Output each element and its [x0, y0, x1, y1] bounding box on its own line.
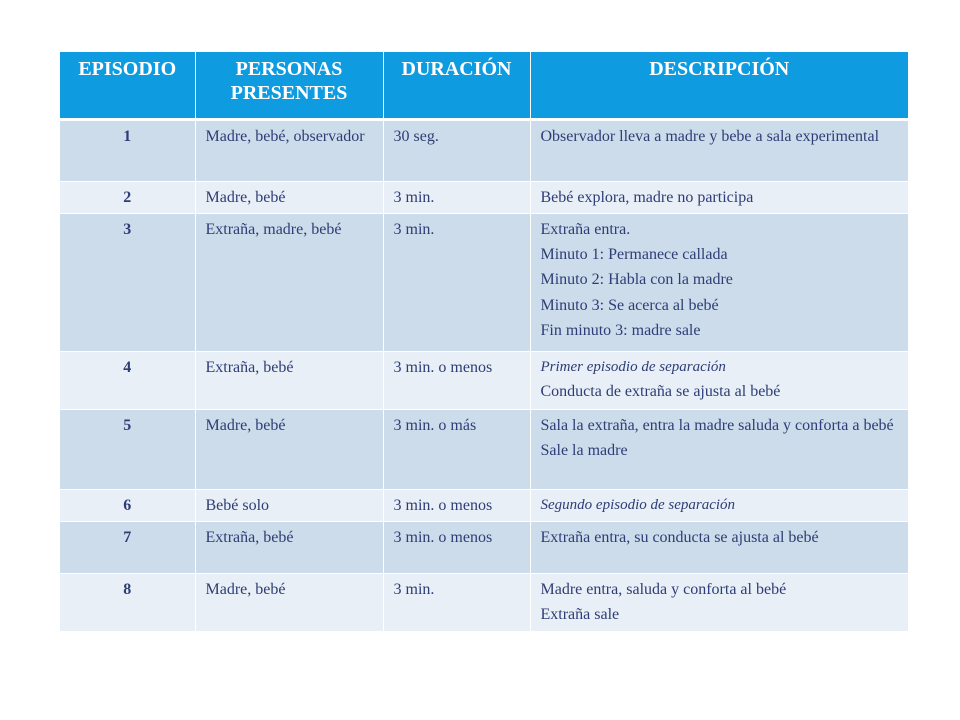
description-line: Bebé explora, madre no participa — [540, 189, 754, 206]
table-row — [60, 574, 908, 632]
table-row — [60, 522, 908, 574]
table-row — [60, 214, 908, 352]
cell-descripcion — [530, 410, 908, 490]
cell-episodio: 4 — [60, 352, 195, 410]
cell-duracion: 3 min. o menos — [383, 522, 530, 574]
description-line: Observador lleva a madre y bebe a sala experimental — [540, 128, 880, 145]
cell-personas: Extraña, madre, bebé — [195, 214, 383, 352]
description-line: Madre entra, saluda y conforta al bebé — [540, 581, 787, 598]
cell-episodio: 6 — [60, 490, 195, 522]
cell-personas: Bebé solo — [195, 490, 383, 522]
cell-duracion: 3 min. — [383, 182, 530, 214]
table-body — [60, 120, 908, 632]
header-descripcion: DESCRIPCIÓN — [530, 52, 908, 120]
cell-episodio: 1 — [60, 120, 195, 182]
cell-duracion: 3 min. o menos — [383, 490, 530, 522]
cell-personas: Madre, bebé — [195, 410, 383, 490]
cell-descripcion — [530, 214, 908, 352]
description-line: Extraña entra, su conducta se ajusta al bebé — [540, 529, 819, 546]
cell-episodio: 8 — [60, 574, 195, 632]
episodes-table — [60, 52, 908, 632]
description-line: Sala la extraña, entra la madre saluda y conforta a bebé — [540, 417, 894, 434]
cell-personas: Madre, bebé — [195, 182, 383, 214]
table-row — [60, 410, 908, 490]
description-line: Minuto 1: Permanece callada — [540, 246, 728, 264]
description-line: Minuto 2: Habla con la madre — [540, 271, 733, 289]
cell-episodio: 5 — [60, 410, 195, 490]
cell-descripcion — [530, 182, 908, 214]
description-line: Minuto 3: Se acerca al bebé — [540, 296, 719, 314]
table-row — [60, 182, 908, 214]
cell-descripcion — [530, 574, 908, 632]
header-episodio: EPISODIO — [60, 52, 195, 120]
cell-personas: Madre, bebé, observador — [195, 120, 383, 182]
description-line: Segundo episodio de separación — [540, 497, 736, 513]
cell-duracion: 3 min. — [383, 574, 530, 632]
table-row — [60, 490, 908, 522]
cell-duracion: 3 min. — [383, 214, 530, 352]
cell-descripcion — [530, 522, 908, 574]
cell-episodio: 2 — [60, 182, 195, 214]
header-personas-presentes: PERSONAS PRESENTES — [195, 52, 383, 120]
description-line: Extraña entra. — [540, 221, 631, 238]
table-row — [60, 352, 908, 410]
table-header — [60, 52, 908, 120]
cell-duracion: 3 min. o más — [383, 410, 530, 490]
cell-duracion: 30 seg. — [383, 120, 530, 182]
cell-descripcion — [530, 120, 908, 182]
description-line: Extraña sale — [540, 606, 620, 624]
description-line: Primer episodio de separación — [540, 359, 726, 375]
header-duracion: DURACIÓN — [383, 52, 530, 120]
cell-duracion: 3 min. o menos — [383, 352, 530, 410]
cell-episodio: 3 — [60, 214, 195, 352]
cell-episodio: 7 — [60, 522, 195, 574]
cell-descripcion — [530, 352, 908, 410]
description-line: Fin minuto 3: madre sale — [540, 321, 701, 339]
cell-personas: Extraña, bebé — [195, 352, 383, 410]
cell-personas: Madre, bebé — [195, 574, 383, 632]
cell-descripcion — [530, 490, 908, 522]
header-row — [60, 52, 908, 120]
description-line: Sale la madre — [540, 442, 628, 460]
description-line: Conducta de extraña se ajusta al bebé — [540, 383, 781, 400]
cell-personas: Extraña, bebé — [195, 522, 383, 574]
table-row — [60, 120, 908, 182]
